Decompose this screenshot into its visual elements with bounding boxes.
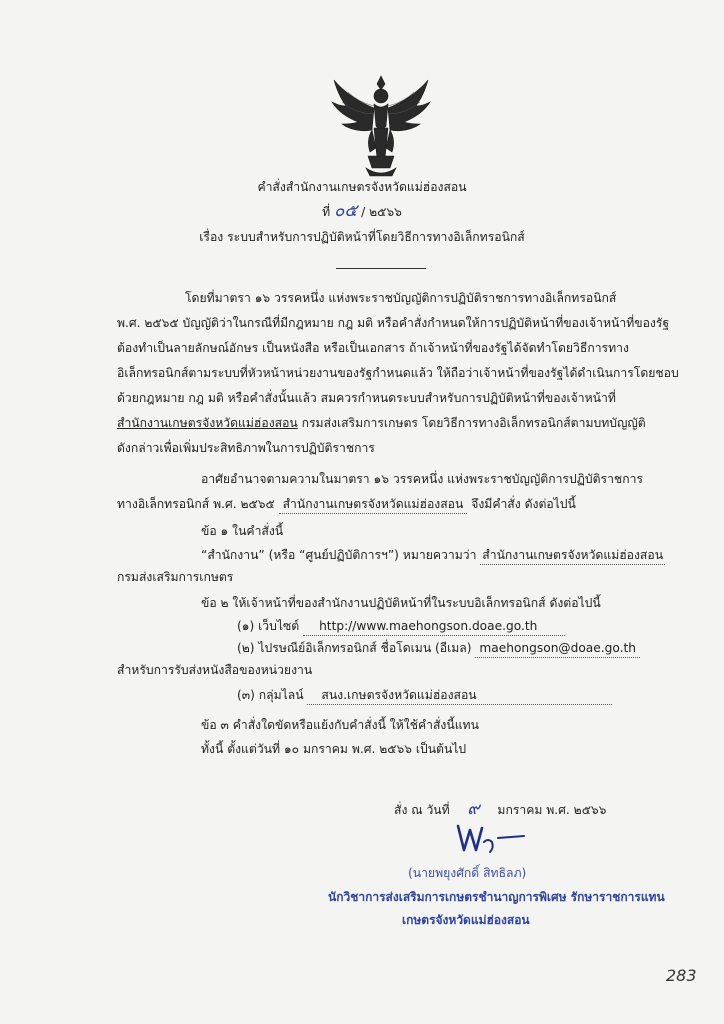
paragraph2-line2 [117,495,576,514]
clause2-item3 [237,686,612,705]
item2-label: (๒) ไปรษณีย์อิเล็กทรอนิกส์ ชื่อโดเมน (อีเมล) [237,641,472,655]
effective-date: ทั้งนี้ ตั้งแต่วันที่ ๑๐ มกราคม พ.ศ. ๒๕๖๖ เป็นต้นไป [201,742,467,756]
signer-title-line2: เกษตรจังหวัดแม่ฮ่องสอน [402,913,530,927]
clause2-title: ข้อ ๒ ให้เจ้าหน้าที่ของสำนักงานปฏิบัติหน้าที่ในระบบอิเล็กทรอนิกส์ ดังต่อไปนี้ [201,596,601,610]
paragraph1-line4: อิเล็กทรอนิกส์ตามระบบที่หัวหน้าหน่วยงานของรัฐกำหนดแล้ว ให้ถือว่าเจ้าหน้าที่ของรัฐได้ดำเนินการโดยชอบ [117,366,679,380]
clause3: ข้อ ๓ คำสั่งใดขัดหรือแย้งกับคำสั่งนี้ ให้ใช้คำสั่งนี้แทน [201,718,479,732]
paragraph2-line2-post: จึงมีคำสั่ง ดังต่อไปนี้ [471,497,576,511]
paragraph1-line7: ดังกล่าวเพื่อเพิ่มประสิทธิภาพในการปฏิบัติราชการ [117,441,375,455]
signature-mark [452,820,532,860]
order-year: / ๒๕๖๖ [361,205,402,219]
clause1-title: ข้อ ๑ ในคำสั่งนี้ [201,524,284,538]
clause1-definition [201,546,665,565]
order-number-handwritten: ๐๕ [334,201,358,221]
order-number-line [0,202,724,221]
clause2-item1 [237,617,565,636]
clause1-definition-pre: “สำนักงาน” (หรือ “ศูนย์ปฏิบัติการฯ”) หมายความว่า [201,548,477,562]
line-group-name: สนง.เกษตรจังหวัดแม่ฮ่องสอน [307,686,612,705]
clause2-item2-continued: สำหรับการรับส่งหนังสือของหน่วยงาน [117,663,313,677]
ordered-date-line [394,800,606,819]
office-name-fill-3: สำนักงานเกษตรจังหวัดแม่ฮ่องสอน [480,546,665,565]
clause2-item2 [237,639,640,658]
paragraph1-line5: ด้วยกฎหมาย กฎ มติ หรือคำสั่งนั้นแล้ว สมควรกำหนดระบบสำหรับการปฏิบัติหน้าที่ของเจ้าหน้าที่ [117,391,616,405]
signer-title-line1: นักวิชาการส่งเสริมการเกษตรชำนาญการพิเศษ รักษาราชการแทน [328,890,665,904]
order-prefix: ที่ [322,205,331,219]
page-number-handwritten: 283 [666,966,697,985]
office-name-fill: สำนักงานเกษตรจังหวัดแม่ฮ่องสอน [117,416,298,430]
item3-label: (๓) กลุ่มไลน์ [237,688,304,702]
paragraph1-line2: พ.ศ. ๒๕๖๕ บัญญัติว่าในกรณีที่มีกฎหมาย กฎ มติ หรือคำสั่งกำหนดให้การปฏิบัติหน้าที่ของเจ้าหน้าที่ของรัฐ [117,316,670,330]
signer-name: (นายพยุงศักดิ์ สิทธิลภ) [408,866,527,880]
email-address: maehongson@doae.go.th [475,639,640,658]
clause1-definition-line2: กรมส่งเสริมการเกษตร [117,570,234,584]
paragraph2-line2-pre: ทางอิเล็กทรอนิกส์ พ.ศ. ๒๕๖๕ [117,497,275,511]
paragraph2-line1: อาศัยอำนาจตามความในมาตรา ๑๖ วรรคหนึ่ง แห่งพระราชบัญญัติการปฏิบัติราชการ [201,472,643,486]
website-url: http://www.maehongson.doae.go.th [303,617,565,636]
paragraph1-line6-rest: กรมส่งเสริมการเกษตร โดยวิธีการทางอิเล็กทรอนิกส์ตามบทบัญญัติ [301,416,646,430]
ordered-post: มกราคม พ.ศ. ๒๕๖๖ [497,803,607,817]
paragraph1-line6 [117,414,646,432]
item1-label: (๑) เว็บไซต์ [237,619,300,633]
order-title: คำสั่งสำนักงานเกษตรจังหวัดแม่ฮ่องสอน [257,180,467,194]
ordered-day-handwritten: ๙ [467,799,480,819]
ordered-pre: สั่ง ณ วันที่ [394,803,450,817]
garuda-emblem [328,72,434,180]
subject-text: ระบบสำหรับการปฏิบัติหน้าที่โดยวิธีการทางอิเล็กทรอนิกส์ [227,230,525,244]
paragraph1-line3: ต้องทำเป็นลายลักษณ์อักษร เป็นหนังสือ หรือเป็นเอกสาร ถ้าเจ้าหน้าที่ของรัฐได้จัดทำโดยวิธีการทาง [117,341,629,355]
office-name-fill-2: สำนักงานเกษตรจังหวัดแม่ฮ่องสอน [279,495,468,514]
title-divider [336,268,426,269]
subject-label: เรื่อง [199,230,224,244]
paragraph1-line1: โดยที่มาตรา ๑๖ วรรคหนึ่ง แห่งพระราชบัญญัติการปฏิบัติราชการทางอิเล็กทรอนิกส์ [185,291,617,305]
subject-line [0,228,724,246]
